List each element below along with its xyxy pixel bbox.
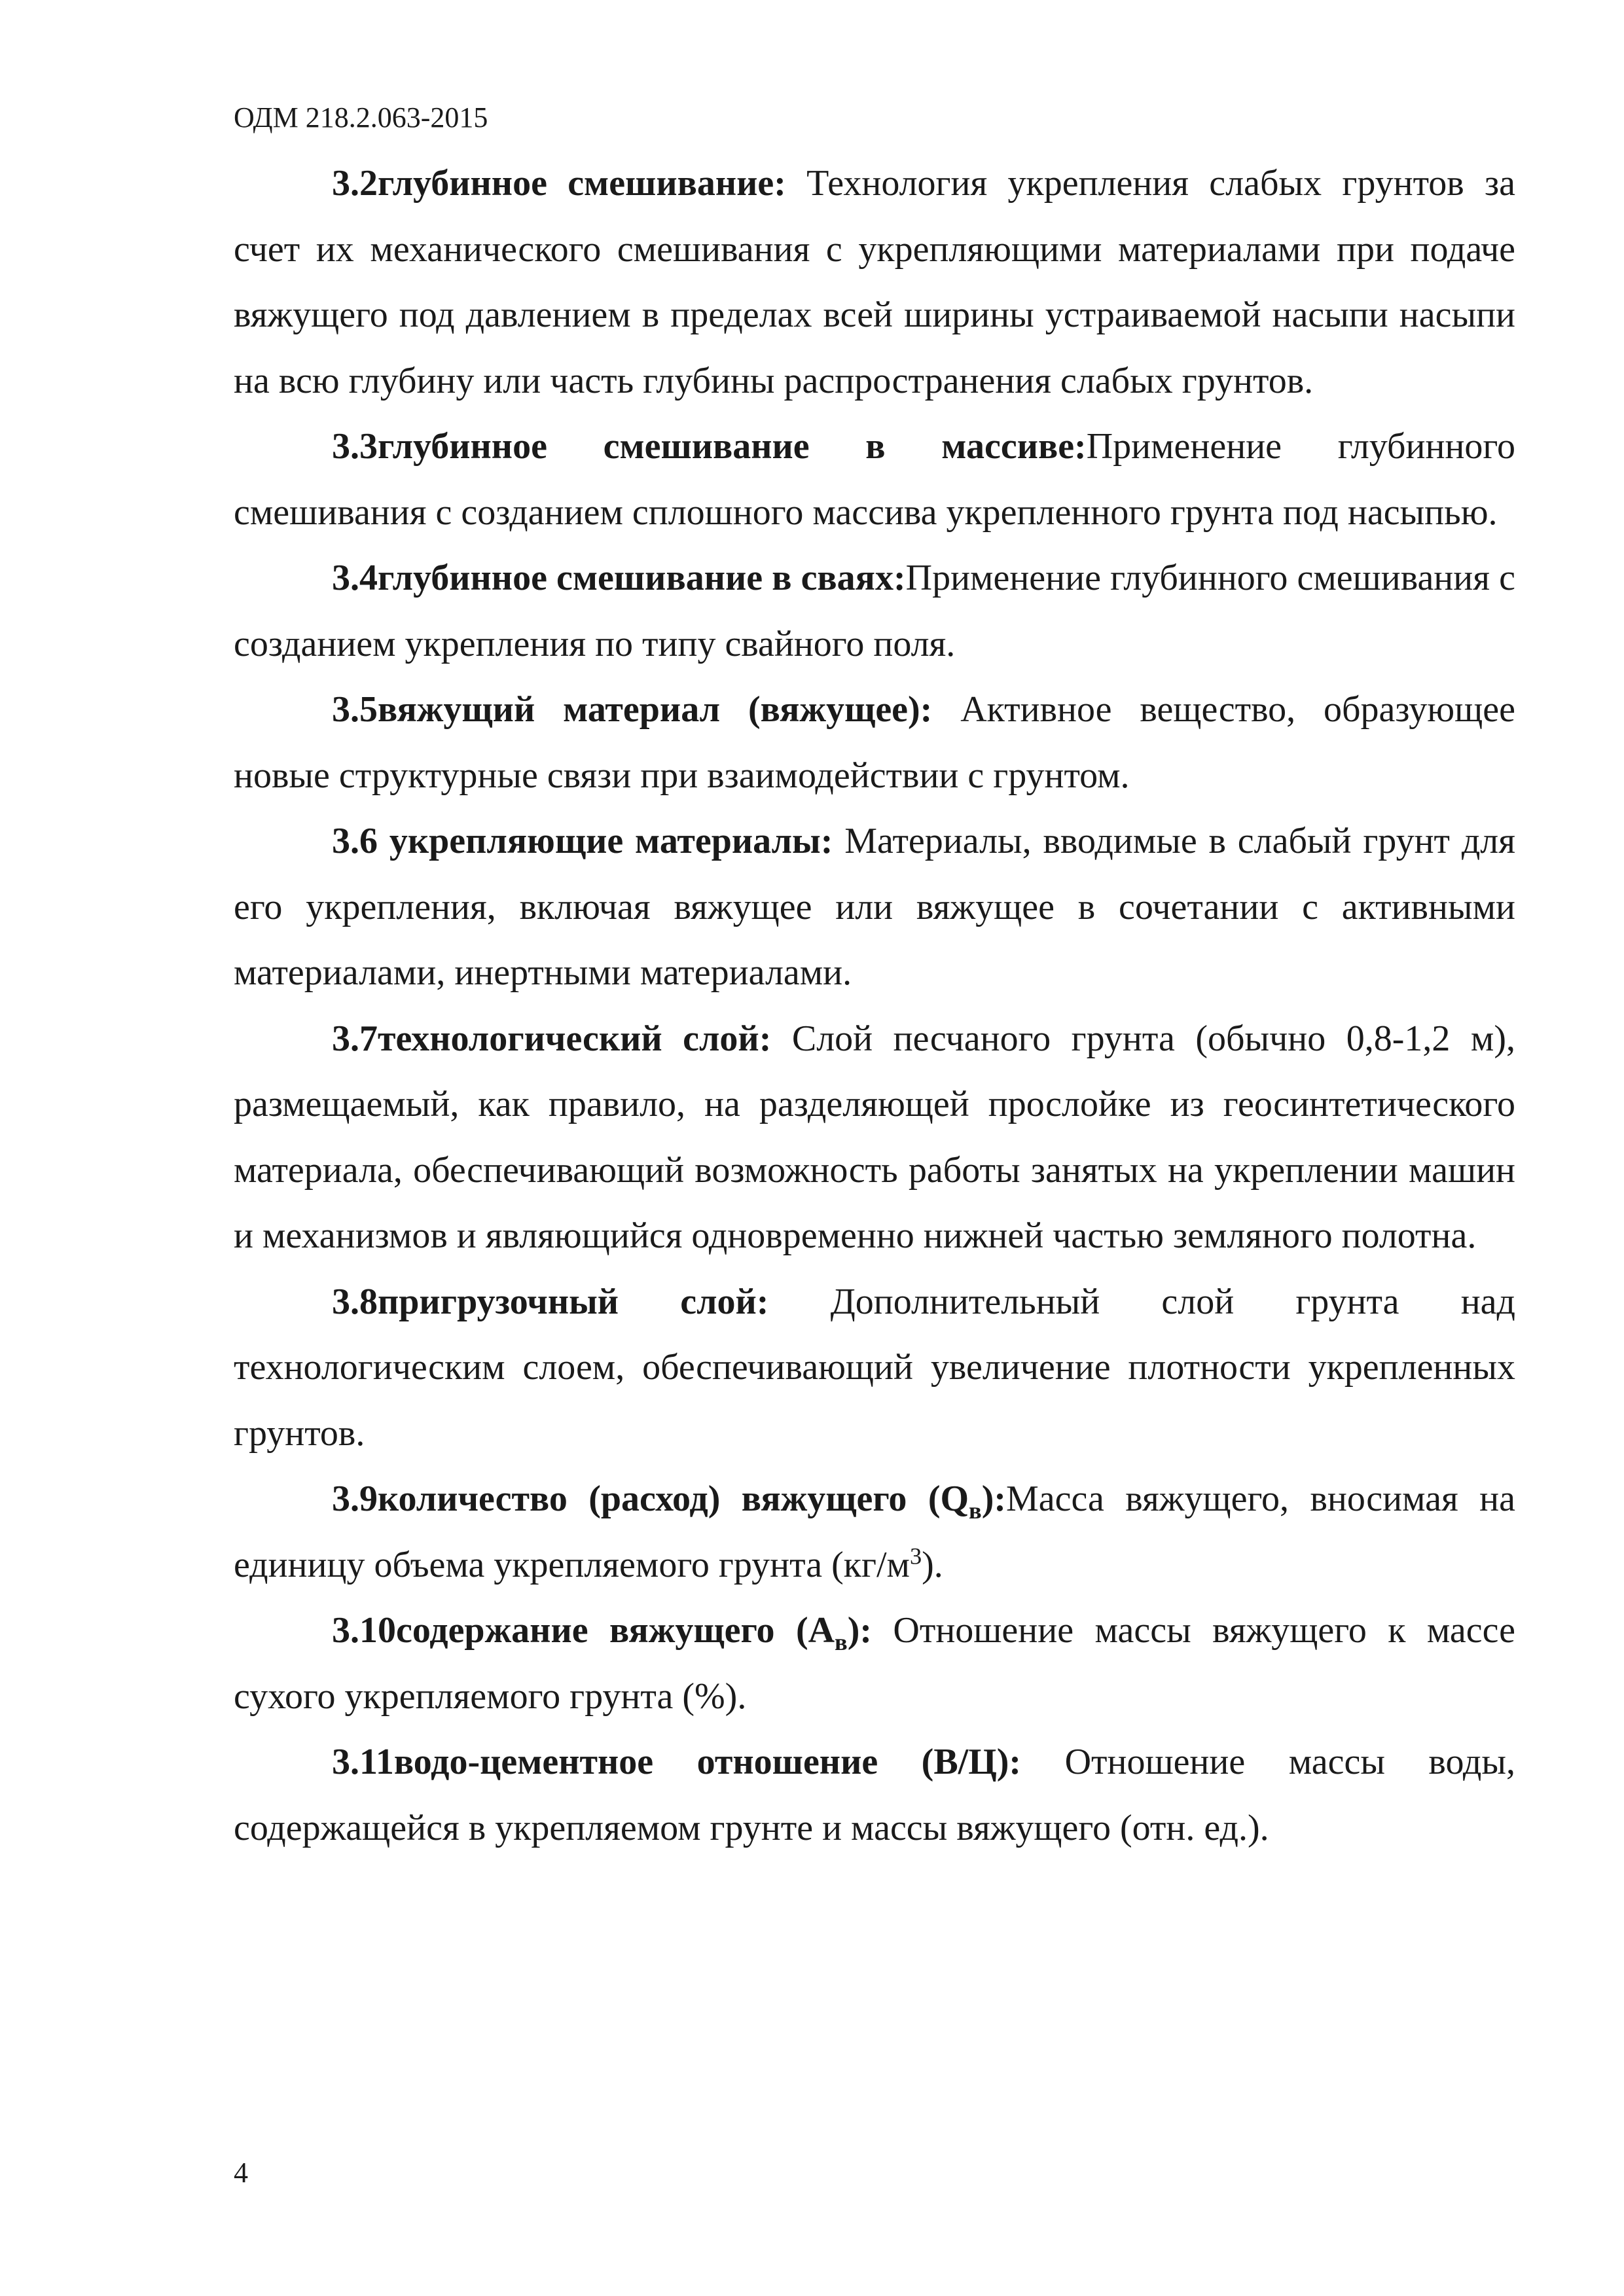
definition-term (332, 426, 1087, 467)
definition-text: Применение глубинного смешивания с созданием укрепления по типу свайного поля. (234, 558, 1515, 664)
definition-text: Слой песчаного грунта (обычно 0,8-1,2 м), размещаемый, как правило, на разделяющей прослойке из геосинтетического материала, обеспечивающий возможность работы занятых на укреплении машин и механизмов и являющийся одновременно нижней частью земляного полотна. (234, 1018, 1516, 1256)
definition-term (332, 163, 786, 204)
definition-term-text: количество (расход) вяжущего (Q (378, 1479, 969, 1519)
definition-text-end: ). (922, 1544, 943, 1585)
definition-number: 3.10 (332, 1610, 396, 1651)
definition-term (332, 689, 932, 730)
definition-number: 3.5 (332, 689, 378, 730)
subscript: в (969, 1498, 982, 1524)
definition-text: Применение глубинного смешивания с созданием сплошного массива укрепленного грунта под насыпью. (234, 426, 1516, 533)
definition-term-text: водо-цементное отношение (В/Ц): (393, 1742, 1022, 1782)
definition-text: Технология укрепления слабых грунтов за счет их механического смешивания с укрепляющими материалами при подаче вяжущего под давлением в пределах всей ширины устраиваемой насыпи насыпи на всю глубину или часть глубины распространения слабых грунтов. (234, 163, 1515, 401)
definition-term-text: пригрузочный слой: (378, 1281, 769, 1322)
document-id-header: ОДМ 218.2.063-2015 (234, 101, 488, 134)
definition-number: 3.8 (332, 1281, 378, 1322)
definition-term-text: содержание вяжущего (А (396, 1610, 835, 1651)
definition-term-text: технологический слой: (378, 1018, 772, 1059)
subscript: в (835, 1629, 848, 1656)
definition-text: Материалы, вводимые в слабый грунт для его укрепления, включая вяжущее или вяжущее в сочетании с активными материалами, инертными материалами. (234, 821, 1516, 993)
definition-term (332, 1018, 771, 1059)
definition-number: 3.9 (332, 1479, 378, 1519)
definition-term-text: глубинное смешивание: (378, 163, 786, 204)
definition-term-text-end: ): (981, 1479, 1006, 1519)
definitions-body (234, 151, 1515, 1861)
definition-3-5 (234, 677, 1515, 808)
definition-term-text: глубинное смешивание в сваях: (378, 558, 906, 598)
definition-text: Отношение массы воды, содержащейся в укрепляемом грунте и массы вяжущего (отн. ед.). (234, 1742, 1515, 1848)
definition-number: 3.2 (332, 163, 378, 204)
definition-number: 3.11 (332, 1742, 394, 1782)
definition-term-text: глубинное смешивание в массиве: (378, 426, 1087, 467)
definition-3-6 (234, 808, 1515, 1006)
definition-number: 3.3 (332, 426, 378, 467)
definition-term (332, 1282, 768, 1322)
definition-text: Активное вещество, образующее новые структурные связи при взаимодействии с грунтом. (234, 689, 1515, 796)
definition-term (332, 821, 833, 861)
definition-3-2 (234, 151, 1515, 414)
definition-3-11 (234, 1729, 1515, 1861)
definition-3-3 (234, 414, 1515, 545)
definition-3-9 (234, 1466, 1515, 1598)
definition-text: Масса вяжущего, вносимая на единицу объема укрепляемого грунта (кг/м (234, 1479, 1515, 1585)
definition-term (332, 1742, 1021, 1782)
definition-term (332, 558, 906, 598)
page-number: 4 (234, 2157, 248, 2189)
definition-term (332, 1610, 872, 1656)
definition-number: 3.7 (332, 1018, 378, 1059)
definition-3-4 (234, 545, 1515, 677)
definition-text: Дополнительный слой грунта над технологическим слоем, обеспечивающий увеличение плотности укрепленных грунтов. (234, 1281, 1516, 1454)
definition-text: Отношение массы вяжущего к массе сухого укрепляемого грунта (%). (234, 1610, 1515, 1717)
superscript: 3 (909, 1542, 922, 1569)
definition-3-10 (234, 1598, 1515, 1729)
definition-3-8 (234, 1269, 1515, 1467)
definition-term-text: вяжущий материал (вяжущее): (378, 689, 933, 730)
definition-number: 3.6 (332, 821, 389, 861)
definition-term-text-end: ): (847, 1610, 872, 1651)
definition-number: 3.4 (332, 558, 378, 598)
definition-term-text: укрепляющие материалы: (389, 821, 833, 861)
definition-term (332, 1479, 1006, 1524)
definition-3-7 (234, 1006, 1515, 1269)
